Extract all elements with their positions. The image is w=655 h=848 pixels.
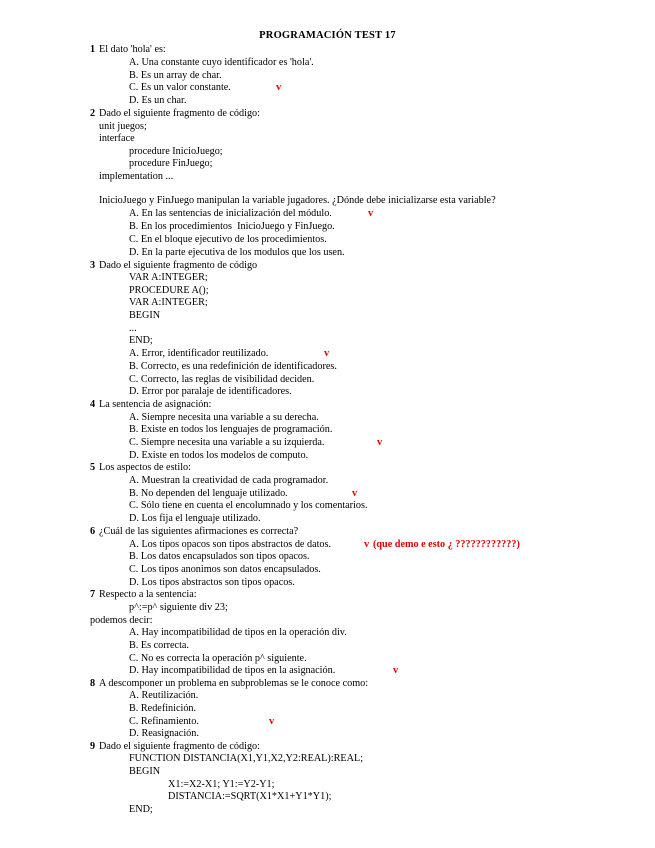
option-a: A. Reutilización. xyxy=(129,690,199,701)
question-text: La sentencia de asignación: xyxy=(99,399,212,410)
option-c: C. Es un valor constante. xyxy=(129,82,231,93)
option-a: A. Hay incompatibilidad de tipos en la operación div. xyxy=(129,627,347,638)
option-a: A. Los tipos opacos son tipos abstractos de datos. xyxy=(129,539,332,550)
option-a: A. Una constante cuyo identificador es 'hola'. xyxy=(129,57,314,68)
option-a: A. Muestran la creatividad de cada programador. xyxy=(129,475,329,486)
code-line: unit juegos; xyxy=(99,121,147,132)
code-line: PROCEDURE A(); xyxy=(129,285,209,296)
code-line: VAR A:INTEGER; xyxy=(129,272,208,283)
code-line: procedure FinJuego; xyxy=(129,158,213,169)
option-d: D. Error por paralaje de identificadores. xyxy=(129,386,292,397)
option-b: B. Es un array de char. xyxy=(129,70,222,81)
option-d: D. Existe en todos los modelos de computo. xyxy=(129,450,309,461)
option-a: A. Error, identificador reutilizado. xyxy=(129,348,269,359)
code-line: END; xyxy=(129,804,153,815)
code-line: interface xyxy=(99,133,135,144)
question-number: 9 xyxy=(90,741,96,752)
option-b: B. Correcto, es una redefinición de identificadores. xyxy=(129,361,337,372)
question-number: 2 xyxy=(90,108,96,119)
option-b: B. Redefinición. xyxy=(129,703,197,714)
answer-mark: v xyxy=(269,716,275,727)
option-c: C. Los tipos anonimos son datos encapsulados. xyxy=(129,564,321,575)
option-d: D. Es un char. xyxy=(129,95,187,106)
question-number: 6 xyxy=(90,526,96,537)
option-a: A. En las sentencias de inicialización del módulo. xyxy=(129,208,332,219)
option-d: D. Los fija el lenguaje utilizado. xyxy=(129,513,261,524)
answer-mark: v xyxy=(393,665,399,676)
question-text: A descomponer un problema en subproblemas se le conoce como: xyxy=(99,678,369,689)
question-lead: podemos decir: xyxy=(90,615,153,626)
code-line: BEGIN xyxy=(129,766,161,777)
code-line: procedure InicioJuego; xyxy=(129,146,223,157)
option-c: C. Refinamiento. xyxy=(129,716,199,727)
answer-mark: v xyxy=(377,437,383,448)
option-b: B. Existe en todos los lenguajes de programación. xyxy=(129,424,333,435)
document-title: PROGRAMACIÓN TEST 17 xyxy=(259,30,396,41)
option-b: B. Los datos encapsulados son tipos opacos. xyxy=(129,551,310,562)
code-line: ... xyxy=(129,323,137,334)
option-c: C. Correcto, las reglas de visibilidad deciden. xyxy=(129,374,315,385)
answer-mark: v xyxy=(352,488,358,499)
option-d: D. Hay incompatibilidad de tipos en la asignación. xyxy=(129,665,336,676)
question-number: 4 xyxy=(90,399,96,410)
option-b: B. Es correcta. xyxy=(129,640,189,651)
question-text: InicioJuego y FinJuego manipulan la variable jugadores. ¿Dónde debe inicializarse esta variable? xyxy=(99,195,496,206)
code-line: BEGIN xyxy=(129,310,161,321)
option-a: A. Siempre necesita una variable a su derecha. xyxy=(129,412,319,423)
option-b: B. No dependen del lenguaje utilizado. xyxy=(129,488,288,499)
code-line: VAR A:INTEGER; xyxy=(129,297,208,308)
option-b: B. En los procedimientos InicioJuego y FinJuego. xyxy=(129,221,335,232)
question-text: Respecto a la sentencia: xyxy=(99,589,197,600)
code-line: implementation ... xyxy=(99,171,174,182)
option-d: D. Reasignación. xyxy=(129,728,199,739)
code-line: FUNCTION DISTANCIA(X1,Y1,X2,Y2:REAL):REAL; xyxy=(129,753,364,764)
answer-mark: v xyxy=(276,82,282,93)
option-d: D. Los tipos abstractos son tipos opacos. xyxy=(129,577,295,588)
question-text: ¿Cuál de las siguientes afirmaciones es correcta? xyxy=(99,526,299,537)
question-text: El dato 'hola' es: xyxy=(99,44,166,55)
question-text: Dado el siguiente fragmento de código: xyxy=(99,741,260,752)
code-line: END; xyxy=(129,335,153,346)
option-c: C. En el bloque ejecutivo de los procedimientos. xyxy=(129,234,327,245)
answer-mark: v xyxy=(324,348,330,359)
question-number: 1 xyxy=(90,44,96,55)
question-text: Los aspectos de estilo: xyxy=(99,462,191,473)
code-line: p^:=p^ siguiente div 23; xyxy=(129,602,228,613)
answer-mark: v xyxy=(364,539,370,550)
question-text: Dado el siguiente fragmento de código xyxy=(99,260,258,271)
handwritten-note: (que demo e esto ¿ ????????????) xyxy=(373,539,520,550)
option-c: C. Siempre necesita una variable a su izquierda. xyxy=(129,437,325,448)
option-d: D. En la parte ejecutiva de los modulos que los usen. xyxy=(129,247,345,258)
code-line: DISTANCIA:=SQRT(X1*X1+Y1*Y1); xyxy=(168,791,332,802)
question-number: 5 xyxy=(90,462,96,473)
question-number: 8 xyxy=(90,678,96,689)
question-number: 3 xyxy=(90,260,96,271)
question-number: 7 xyxy=(90,589,96,600)
option-c: C. Sólo tiene en cuenta el encolumnado y los comentarios. xyxy=(129,500,368,511)
option-c: C. No es correcta la operación p^ siguiente. xyxy=(129,653,307,664)
code-line: X1:=X2-X1; Y1:=Y2-Y1; xyxy=(168,779,275,790)
question-text: Dado el siguiente fragmento de código: xyxy=(99,108,260,119)
answer-mark: v xyxy=(368,208,374,219)
